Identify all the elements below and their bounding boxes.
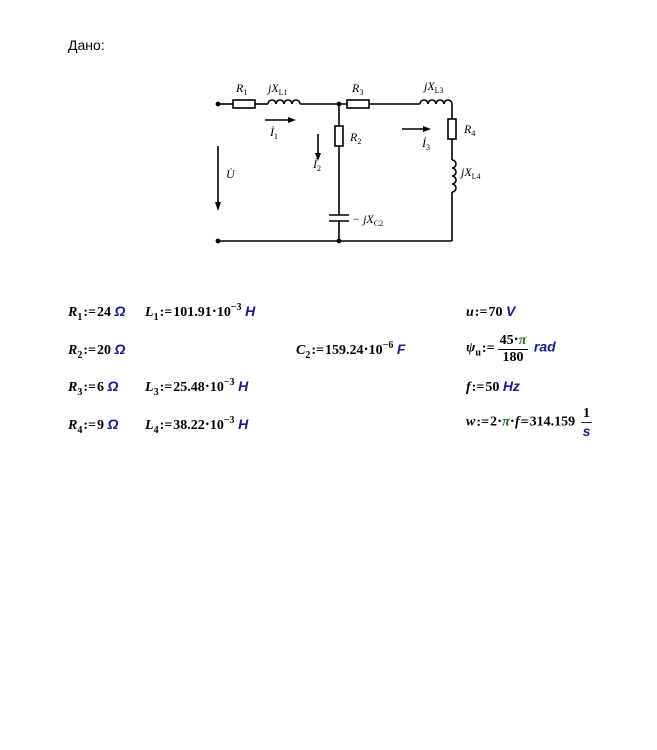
heading: Дано: (68, 37, 105, 53)
param-l4: $L_4:=38.22•10^{-3}$ H (145, 415, 249, 436)
w-unit-fraction: $\frac{1}{s}$ (582, 406, 591, 439)
label-r4: $R_4$ (464, 122, 476, 138)
label-i1: $İ_1$ (270, 125, 278, 141)
param-r1: $R_1:=24$ Ω (68, 303, 126, 323)
label-r3: $R_3$ (352, 81, 364, 97)
param-r3: $R_3:=6$ Ω (68, 378, 119, 398)
label-r2: $R_2$ (350, 130, 362, 146)
arrowhead-i3 (423, 126, 431, 132)
param-r4: $R_4:=9$ Ω (68, 416, 119, 436)
circuit-diagram (0, 0, 657, 300)
label-i2: $İ_2$ (313, 157, 321, 173)
resistor-r3 (347, 100, 369, 108)
label-u: U̇ (226, 167, 235, 181)
resistor-r4 (448, 119, 456, 139)
resistor-r2 (335, 126, 343, 146)
inductor-xl1 (268, 100, 300, 104)
label-xl1: $jX_{L1}$ (268, 81, 288, 97)
param-psi: $\psi_u:=$ $\frac{45•\pi}{180}$ rad (466, 333, 556, 365)
arrowhead-u (215, 202, 221, 211)
terminal-top (216, 102, 221, 107)
param-l1: $L_1:=101.91•10^{-3}$ H (145, 302, 256, 323)
node-top (337, 102, 342, 107)
inductor-xl4 (452, 160, 456, 192)
resistor-r1 (233, 100, 255, 108)
inductor-xl3 (420, 100, 452, 104)
param-f: f:=50 Hz (466, 378, 520, 395)
terminal-bottom (216, 239, 221, 244)
arrowhead-i1 (288, 117, 296, 123)
param-w: w:=2•π•f=314.159 $\frac{1}{s}$ (466, 406, 591, 439)
param-l3: $L_3:=25.48•10^{-3}$ H (145, 377, 249, 398)
label-xl3: $jX_{L3}$ (424, 79, 444, 95)
param-r2: $R_2:=20$ Ω (68, 341, 126, 361)
label-i3: $İ_3$ (422, 136, 430, 152)
label-xl4: $jX_{L4}$ (461, 165, 481, 181)
psi-fraction: $\frac{45•\pi}{180}$ (499, 333, 527, 365)
label-xc2: − $jX_{C2}$ (352, 212, 384, 228)
label-r1: $R_1$ (236, 81, 248, 97)
param-c2: $C_2:=159.24•10^{-6}$ F (296, 340, 406, 361)
node-bottom (337, 239, 342, 244)
param-u: u:=70 V (466, 303, 516, 320)
